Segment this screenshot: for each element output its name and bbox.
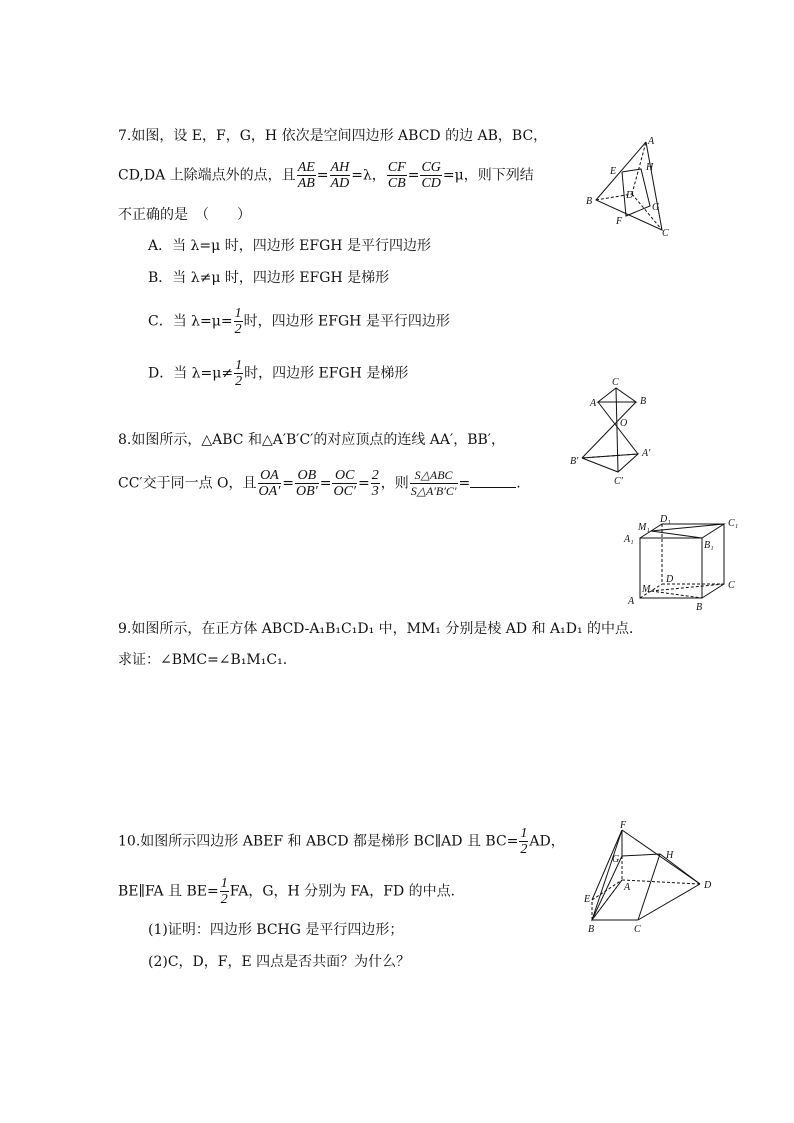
q7-fraction-cf-cb: $\frac{CF}{CB}$: [387, 160, 406, 191]
q10-fraction-half-1: $\frac{1}{2}$: [520, 826, 528, 857]
q10-fig-label-c: C: [634, 924, 641, 935]
q8-fig-label-o: O: [620, 418, 628, 429]
q8-figure-triangles: [570, 376, 660, 488]
q7-fig-label-a: A: [648, 136, 655, 147]
q7-fig-outer-edges: [596, 142, 662, 230]
q10-fig-label-e: E: [584, 894, 591, 905]
q7-fraction-ah-ad: $\frac{AH}{AD}$: [330, 160, 350, 191]
q7-fig-label-g: G: [652, 202, 660, 213]
q8-fig-line-cc: [616, 388, 618, 472]
q7-fig-label-d: D: [626, 190, 634, 201]
q7-fraction-ae-ab: $\frac{AE}{AB}$: [297, 160, 315, 191]
q8-fraction-2-3: $\frac{2}{3}$: [371, 468, 379, 499]
q10-fig-label-a: A: [624, 882, 631, 893]
q9-fig-label-b1: B₁: [704, 540, 714, 551]
q9-fig-label-d1: D₁: [660, 514, 671, 525]
q10-subquestion-2: (2)C，D，F，E 四点是否共面？为什么？: [148, 954, 411, 970]
q10-fig-label-d: D: [704, 880, 712, 891]
q8-fig-label-b: B: [640, 396, 647, 407]
q8-fraction-area-ratio: $\frac{\text{S△ABC}}{S\triangle A'B'C'}$: [410, 468, 457, 498]
q7-fig-label-h: H: [646, 162, 654, 173]
q7-option-c-fraction: $\frac{1}{2}$: [234, 306, 242, 337]
q8-fig-label-a: A: [590, 398, 597, 409]
q7-option-d-fraction: $\frac{1}{2}$: [235, 358, 243, 389]
q8-fig-line-bb: [582, 402, 636, 458]
q9-fig-segment-m1b1: [651, 531, 702, 538]
q10-fig-edge-fd: [622, 830, 700, 884]
q10-subquestion-1: (1)证明：四边形 BCHG 是平行四边形；: [148, 922, 404, 938]
q9-fig-label-c1: C₁: [728, 518, 739, 529]
q7-fig-label-e: E: [610, 166, 617, 177]
q10-line-2: BE∥FA 且 BE= $\frac{1}{2}$ FA，G，H 分别为 FA，FD 的中点．: [118, 876, 465, 907]
q7-line-1: 7.如图，设 E，F，G，H 依次是空间四边形 ABCD 的边 AB，BC，: [118, 128, 548, 144]
q7-fig-label-b: B: [586, 196, 593, 207]
q7-fraction-cg-cd: $\frac{CG}{CD}$: [421, 160, 441, 191]
q7-option-d: D．当 λ=μ≠ $\frac{1}{2}$ 时，四边形 EFGH 是梯形: [148, 358, 409, 389]
q7-option-a: A．当 λ=μ 时，四边形 EFGH 是平行四边形: [148, 238, 431, 254]
q9-fig-label-a: A: [628, 596, 635, 607]
q10-fig-edge-ad: [622, 880, 700, 884]
q8-line-1: 8.如图所示，△ABC 和△A′B′C′的对应顶点的连线 AA′，BB′，: [118, 432, 505, 448]
q10-fig-label-b: B: [588, 924, 595, 935]
q7-option-b: B．当 λ≠μ 时，四边形 EFGH 是梯形: [148, 270, 390, 286]
q9-fig-label-m1: M₁: [638, 522, 650, 533]
q10-fig-edge-ba: [592, 880, 622, 920]
q10-figure-trapezoids: [582, 820, 716, 934]
q9-line-1: 9.如图所示，在正方体 ABCD-A₁B₁C₁D₁ 中，MM₁ 分别是棱 AD 和 A₁D₁ 的中点．: [118, 621, 644, 637]
q7-fig-label-c: C: [662, 228, 669, 239]
q10-fig-label-f: F: [620, 820, 627, 831]
q10-fraction-half-2: $\frac{1}{2}$: [220, 876, 228, 907]
q7-line-2: CD,DA 上除端点外的点，且 $\frac{AE}{AB}$ = $\frac{AH}{AD}$ =λ， $\frac{CF}{CB}$ = $\frac{CG}{CD}$ =μ，则下列结: [118, 160, 534, 191]
q10-fig-edge-ch: [638, 854, 660, 920]
q9-fig-label-a1: A₁: [624, 534, 634, 545]
q8-answer-blank[interactable]: [470, 473, 516, 488]
q8-fig-label-b-prime: B′: [570, 456, 579, 467]
q7-option-c: C．当 λ=μ= $\frac{1}{2}$ 时，四边形 EFGH 是平行四边形: [148, 306, 450, 337]
q9-fig-label-b: B: [696, 602, 703, 613]
q8-fig-triangle-abc-prime: [582, 454, 638, 472]
q9-fig-segment-mc: [651, 584, 724, 591]
q9-fig-label-m: M: [642, 584, 651, 595]
q8-fraction-oc: $\frac{OC}{OC'}$: [333, 468, 356, 499]
q8-line-2: CC′交于同一点 O，且 $\frac{OA}{OA'}$ = $\frac{OB}{OB'}$ = $\frac{OC}{OC'}$ = $\frac{2}{3}$ ，则 $\frac{\text{S△ABC}}{S\triangle A'B'C'}$ = .: [118, 468, 521, 499]
q9-line-2: 求证：∠BMC=∠B₁M₁C₁.: [118, 652, 288, 668]
q10-fig-label-g: G: [612, 854, 620, 865]
q9-fig-right-edges: [702, 524, 724, 598]
q8-fig-label-c: C: [612, 377, 619, 388]
q9-fig-segment-mb: [651, 591, 702, 598]
q10-fig-edge-cd: [638, 884, 700, 920]
q9-fig-label-c: C: [728, 580, 735, 591]
q9-figure-cube: [622, 514, 744, 614]
q7-figure-spatial-quadrilateral: [584, 132, 684, 240]
q10-fig-label-h: H: [666, 850, 674, 861]
q7-line-3: 不正确的是 （ ）: [118, 207, 251, 223]
q8-fig-label-c-prime: C′: [614, 476, 623, 487]
q9-fig-label-d: D: [666, 574, 674, 585]
q8-fig-line-aa: [598, 402, 638, 454]
q8-fraction-ob: $\frac{OB}{OB'}$: [296, 468, 318, 499]
q8-fig-triangle-abc: [598, 388, 636, 402]
q7-fig-label-f: F: [616, 216, 623, 227]
q8-fraction-oa: $\frac{OA}{OA'}$: [258, 468, 281, 499]
q7-line-2-text: CD,DA 上除端点外的点，且: [118, 167, 296, 184]
q10-fig-edge-fb-left: [592, 830, 622, 920]
q8-fig-label-a-prime: A′: [642, 448, 651, 459]
q10-line-1: 10.如图所示四边形 ABEF 和 ABCD 都是梯形 BC∥AD 且 BC= $\frac{1}{2}$ AD，: [118, 826, 565, 857]
